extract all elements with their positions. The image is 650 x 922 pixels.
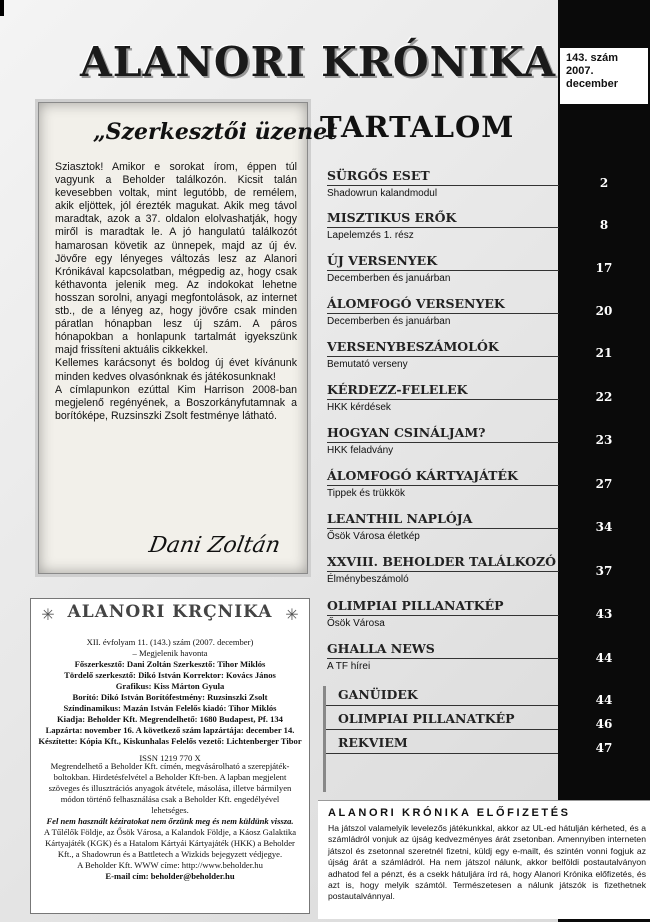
issue-month: december (566, 78, 618, 90)
imprint-credits (37, 637, 303, 764)
toc-group-bar (323, 686, 326, 792)
toc-page-number: 20 (595, 304, 613, 318)
editorial-body (55, 161, 297, 533)
toc-entry-title: LEANTHIL NAPLÓJA (327, 511, 473, 526)
issn: ISSN 1219 770 X (139, 753, 201, 763)
toc-entry-subtitle: Élménybeszámoló (327, 574, 409, 585)
subscription-title: ALANORI KRÓNIKA ELŐFIZETÉS (328, 807, 571, 819)
toc-entry[interactable] (327, 210, 557, 242)
toc-page-number: 2 (599, 176, 609, 190)
toc-entry-subtitle: Tippek és trükkök (327, 488, 405, 499)
toc-page-number: 44 (595, 693, 613, 707)
imprint-note: Fel nem használt kéziratokat nem őrzünk meg és nem küldünk vissza. (46, 816, 294, 826)
editorial-box (38, 102, 338, 574)
editorial-paragraph: Sziasztok! Amikor e sorokat írom, éppen túl vagyunk a Beholder találkozón. Kicsit talán kevesebben voltak, mint legutóbb, de remélem, akik eljöttek, jól érezték magukat. Akik meg távol maradtak, azok a 37. oldalon elolvashatják, hogy miről is maradtak le. A jó hangulatú találkozót hamarosan követik az ünnepek, majd az új év. Jövőre egy lényeges változás lesz az Alanori Krónikával kapcsolatban, mégpedig az, hogy csak kéthavonta jelenik meg. Az indokokat lehetne hosszan sorolni, anyagi megfontolások, az internet stb., de a lényeg az, hogy jövőre csak minden páratlan hónapban lesz új szám. A páros hónapokban a honlapunk tartalmát igyekszünk majd frissíteni aktuális cikkekkel. (55, 161, 297, 357)
issue-info (560, 48, 648, 104)
toc-divider (327, 658, 559, 659)
toc-divider (327, 313, 559, 314)
toc-page-number: 37 (595, 564, 613, 578)
star-ornament-icon: ✳ (41, 607, 55, 624)
toc-divider (327, 528, 559, 529)
toc-entry-title: OLIMPIAI PILLANATKÉP (338, 711, 515, 726)
toc-entry-title: VERSENYBESZÁMOLÓK (327, 339, 499, 354)
imprint-notes (41, 761, 299, 882)
toc-divider (327, 615, 559, 616)
toc-divider (326, 753, 558, 754)
imprint-line: Grafikus: Kiss Márton Gyula (115, 681, 225, 691)
page-number-sidebar (558, 0, 650, 922)
toc-entry[interactable] (327, 468, 557, 500)
toc-entry-subtitle: Shadowrun kalandmodul (327, 188, 438, 199)
toc-entry[interactable] (327, 339, 557, 371)
imprint-box (30, 598, 310, 914)
contents-title: TARTALOM (320, 110, 515, 144)
imprint-line: Lapzárta: november 16. A következő szám lapzártája: december 14. (45, 725, 295, 735)
imprint-line: Színdinamikus: Mazán István Felelős kiadó: Tihor Miklós (63, 703, 277, 713)
editorial-paragraph: A címlapunkon ezúttal Kim Harrison 2008-ban megjelenő regényének, a Boszorkányfutamnak a borítóképe, Ruzsinszki Zsolt festménye látható. (55, 383, 297, 422)
toc-entry[interactable] (327, 296, 557, 328)
toc-divider (327, 571, 559, 572)
toc-entry[interactable] (327, 598, 557, 630)
toc-entry[interactable] (327, 168, 557, 200)
toc-entry-title: HOGYAN CSINÁLJAM? (327, 425, 486, 440)
imprint-note: A Beholder Kft. WWW címe: http://www.beholder.hu (77, 860, 263, 870)
subscription-text: Ha játszol valamelyik levelezős játékunkkal, akkor az UL-ed hátulján kérheted, és a számládról vonjuk az újság kedvezményes árát zsetonban. Amennyiben interneten játszol és zsetonnal szeretnél fizetni, küldj egy e-mailt, és szintén vonni fogjuk az újság árát a számládról. Ha nem játszol nálunk, akkor belföldi postautalványon adhatod fel a pénzt, és a csekk hátuljára írd rá, hogy Alanori Krónika előfizetés, és azt is, hogy melyik számtól. Természetesen a nálunk játszók is fizethetnek postautalvánnyal. (328, 823, 646, 902)
toc-divider (327, 227, 559, 228)
issue-number: 143. szám (566, 52, 618, 64)
toc-page-number: 46 (595, 717, 613, 731)
toc-entry-subtitle: HKK kérdések (327, 402, 391, 413)
toc-page-number: 34 (595, 520, 613, 534)
toc-entry[interactable] (327, 382, 557, 414)
masthead-title: ALANORI KRÓNIKA (80, 38, 557, 86)
toc-entry-title: GHALLA NEWS (327, 641, 435, 656)
toc-entry-title: ÚJ VERSENYEK (327, 253, 438, 268)
toc-entry[interactable] (327, 425, 557, 457)
toc-entry[interactable] (327, 641, 557, 673)
toc-page-number: 8 (599, 218, 609, 232)
toc-entry-title: KÉRDEZZ-FELELEK (327, 382, 468, 397)
toc-page-number: 21 (595, 346, 613, 360)
star-ornament-icon: ✳ (285, 607, 299, 624)
toc-entry[interactable] (338, 711, 558, 727)
toc-divider (327, 270, 559, 271)
toc-page-number: 43 (595, 607, 613, 621)
toc-entry-title: REKVIEM (338, 735, 408, 750)
toc-entry-subtitle: A TF hírei (327, 661, 371, 672)
toc-entry-subtitle: Decemberben és januárban (327, 316, 451, 327)
toc-divider (327, 485, 559, 486)
toc-entry-title: ÁLOMFOGÓ KÁRTYAJÁTÉK (327, 468, 518, 483)
toc-divider (327, 399, 559, 400)
editorial-title: „Szerkesztői üzenet (93, 119, 338, 145)
toc-entry-subtitle: Lapelemzés 1. rész (327, 230, 414, 241)
subscription-box (318, 800, 650, 919)
toc-entry-subtitle: Bemutató verseny (327, 359, 408, 370)
toc-page-number: 23 (595, 433, 613, 447)
toc-entry-title: GANÜIDEK (338, 687, 418, 702)
imprint-line: Főszerkesztő: Dani Zoltán Szerkesztő: Tihor Miklós (74, 659, 266, 669)
toc-divider (327, 185, 559, 186)
toc-entry-title: MISZTIKUS ERŐK (327, 210, 457, 225)
toc-divider (326, 705, 558, 706)
toc-entry-title: XXVIII. BEHOLDER TALÁLKOZÓ (327, 554, 557, 569)
toc-entry[interactable] (338, 687, 558, 703)
toc-divider (326, 729, 558, 730)
toc-entry[interactable] (327, 511, 557, 543)
imprint-line: Kiadja: Beholder Kft. Megrendelhető: 1680 Budapest, Pf. 134 (57, 714, 283, 724)
imprint-note: E-mail cím: beholder@beholder.hu (105, 871, 235, 881)
imprint-line: XII. évfolyam 11. (143.) szám (2007. december) (86, 637, 254, 647)
imprint-note: A Tűlélők Földje, az Ősök Városa, a Kalandok Földje, a Káosz Galaktika Kártyajáték (KGK) és a Hatalom Kártyái Kártyajáték (HKK) a Beholder Kft., a Shadowrun és a Battletech a Wizkids bejegyzett védjegye. (43, 827, 297, 859)
toc-entry-subtitle: HKK feladvány (327, 445, 394, 456)
imprint-line: – Megjelenik havonta (132, 648, 208, 658)
toc-page-number: 22 (595, 390, 613, 404)
toc-entry-subtitle: Ősök Városa életkép (327, 531, 420, 542)
imprint-line: Készítette: Kópia Kft., Kiskunhalas Felelős vezető: Lichtenberger Tibor (38, 736, 302, 746)
toc-page-number: 47 (595, 741, 613, 755)
corner-mark (0, 0, 4, 16)
issue-year: 2007. (566, 65, 594, 77)
toc-entry-title: OLIMPIAI PILLANATKÉP (327, 598, 504, 613)
editorial-paragraph: Kellemes karácsonyt és boldog új évet kívánunk minden kedves olvasónknak és játékosunknak! (55, 357, 297, 383)
toc-entry-subtitle: Ősök Városa (327, 618, 385, 629)
imprint-line: Tördelő szerkesztő: Dikó István Korrektor: Kovács János (64, 670, 276, 680)
toc-divider (327, 356, 559, 357)
toc-entry-title: ÁLOMFOGÓ VERSENYEK (327, 296, 505, 311)
toc-page-number: 17 (595, 261, 613, 275)
toc-entry[interactable] (327, 554, 557, 586)
toc-page-number: 44 (595, 651, 613, 665)
imprint-line: Borító: Dikó István Borítófestmény: Ruzsinszki Zsolt (72, 692, 268, 702)
toc-entry-subtitle: Decemberben és januárban (327, 273, 451, 284)
toc-entry[interactable] (327, 253, 557, 285)
imprint-logo: ALANORI KRÇNIKA (67, 602, 273, 622)
toc-entry[interactable] (338, 735, 558, 751)
toc-entry-title: SÜRGŐS ESET (327, 168, 430, 183)
toc-divider (327, 442, 559, 443)
imprint-note: Megrendelhető a Beholder Kft. címén, megvásárolható a szerepjáték-boltokban. Hirdetésfelvétel a Beholder Kft-ben. A lapban megjelent szöveges és illusztrációs anyagok átvétele, másolása, illetve bármilyen módon történő felhasználása csak a Beholder Kft. engedélyével lehetséges. (48, 761, 292, 815)
toc-page-number: 27 (595, 477, 613, 491)
editor-signature: Dani Zoltán (147, 533, 283, 558)
